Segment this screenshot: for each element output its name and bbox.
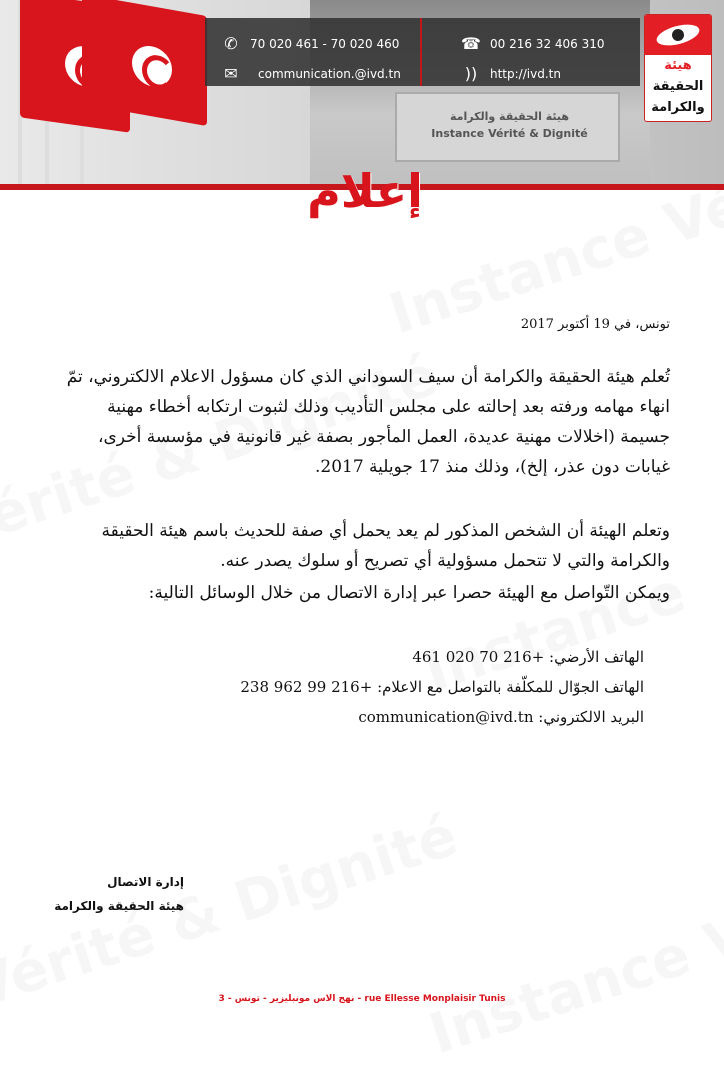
- header-fax: ☎ 00 216 32 406 310: [461, 34, 605, 53]
- paragraph-2: وتعلم الهيئة أن الشخص المذكور لم يعد يحمل أي صفة للحديث باسم هيئة الحقيقة والكرامة والتي لا تتحمل مسؤولية أي تصريح أو سلوك يصدر عنه.: [101, 521, 670, 571]
- plaque-text: هيئة الحقيقة والكرامة Instance Vérité & Dignité: [431, 110, 588, 140]
- fax-icon: ☎: [461, 34, 481, 53]
- contact-mobile: الهاتف الجوّال للمكلّفة بالتواصل مع الاعلام: +216 99 962 238: [240, 678, 644, 696]
- signature-department: إدارة الاتصال: [107, 875, 184, 889]
- signature-organization: هيئة الحقيقة والكرامة: [54, 899, 184, 913]
- header-email: ✉ communication.@ivd.tn: [220, 64, 401, 83]
- mail-icon: ✉: [224, 64, 238, 83]
- paragraph-1: تُعلم هيئة الحقيقة والكرامة أن سيف السوداني الذي كان مسؤول الاعلام الالكتروني، تمّ انهاء مهامه ورفته بعد إحالته على مجلس التأديب وذلك لثبوت ارتكابه أخطاء مهنية جسيمة (اخلالات مهنية عديدة، العمل المأجور بصفة غير قانونية في مؤسسة أخرى، غيابات دون عذر، إلخ)، وذلك منذ 17 جويلية 2017.: [66, 367, 670, 477]
- rss-icon: )): [464, 64, 478, 83]
- watermark: [422, 858, 724, 1067]
- page-title: إعلام: [307, 164, 423, 218]
- date: تونس، في 19 أكتوبر 2017: [520, 317, 670, 332]
- header-phone: ✆ 70 020 461 - 70 020 460: [220, 34, 399, 53]
- header-banner: [0, 0, 724, 190]
- phone-icon: ✆: [224, 34, 238, 53]
- paragraph-3: ويمكن التّواصل مع الهيئة حصرا عبر إدارة الاتصال من خلال الوسائل التالية:: [148, 583, 670, 603]
- building-plaque: [395, 92, 620, 162]
- footer-address: 3 - نهج الاس مونبليزير - تونس - rue Ellesse Monplaisir Tunis: [218, 994, 506, 1004]
- contact-email: البريد الالكتروني: communication@ivd.tn: [358, 708, 644, 726]
- contact-phone: الهاتف الأرضي: +216 70 020 461: [412, 648, 644, 666]
- eye-icon: [654, 21, 701, 50]
- ivd-logo: هيئة الحقيقة والكرامة: [644, 14, 712, 122]
- header-website: )) http://ivd.tn: [460, 64, 561, 83]
- tunisia-flag: [82, 0, 207, 126]
